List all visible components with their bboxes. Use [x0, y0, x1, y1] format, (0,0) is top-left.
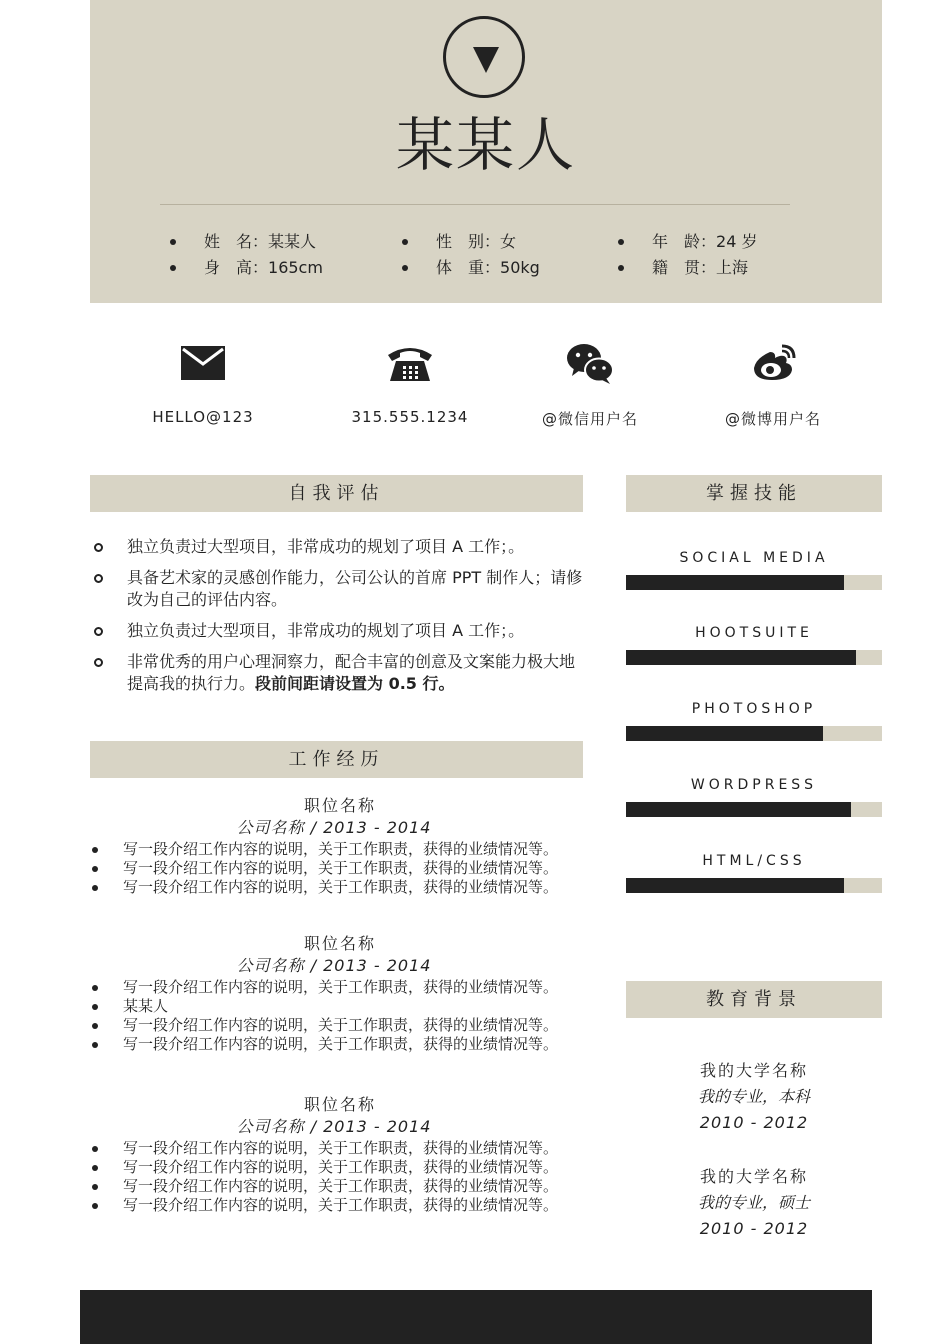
education-entry: [626, 1164, 882, 1242]
skill-hootsuite: [626, 624, 882, 665]
list-item: 写一段介绍工作内容的说明，关于工作职责，获得的业绩情况等。: [90, 840, 590, 859]
ring-bullet-icon: [94, 658, 103, 667]
contact-wechat-label: @微信用户名: [541, 410, 638, 428]
list-item: 独立负责过大型项目，非常成功的规划了项目 A 工作；。: [90, 536, 590, 558]
info-gender: 性 别： 女: [402, 231, 618, 253]
job-bullets: [90, 1139, 590, 1215]
info-height: 身 高： 165cm: [170, 257, 402, 279]
ring-bullet-icon: [94, 627, 103, 636]
skill-bar-fill: [626, 575, 844, 590]
list-item: 具备艺术家的灵感创作能力，公司公认的首席 PPT 制作人；请修改为自己的评估内容。: [90, 567, 590, 611]
bullet-dot-icon: [402, 239, 408, 245]
skill-name: SOCIAL MEDIA: [679, 550, 829, 566]
contact-email-label: HELLO@123: [152, 408, 254, 426]
ring-bullet-icon: [94, 543, 103, 552]
section-work-heading: 工作经历: [90, 741, 583, 778]
footer-bar: [80, 1290, 872, 1344]
weibo-icon: [668, 338, 878, 388]
list-item: 写一段介绍工作内容的说明，关于工作职责，获得的业绩情况等。: [90, 1139, 590, 1158]
list-item: 写一段介绍工作内容的说明，关于工作职责，获得的业绩情况等。: [90, 1196, 590, 1215]
list-item: 写一段介绍工作内容的说明，关于工作职责，获得的业绩情况等。: [90, 878, 590, 897]
skill-bar-track: [626, 650, 882, 665]
contact-weibo[interactable]: [668, 338, 878, 429]
job-title: 职位名称: [303, 934, 376, 953]
contact-weibo-label: @微博用户名: [724, 410, 821, 428]
section-self-eval-heading: 自我评估: [90, 475, 583, 512]
telephone-icon: [305, 338, 515, 388]
bullet-dot-icon: [170, 239, 176, 245]
skill-bar-fill: [626, 650, 856, 665]
skill-name: HTML/CSS: [702, 853, 806, 869]
contact-phone[interactable]: [305, 338, 515, 426]
study-years: 2010 - 2012: [699, 1113, 809, 1132]
triangle-down-icon: [473, 47, 499, 73]
info-name: 姓 名： 某某人: [170, 231, 402, 253]
bullet-dot-icon: [618, 239, 624, 245]
school-name: 我的大学名称: [699, 1167, 808, 1186]
degree-major: 我的专业，硕士: [697, 1193, 810, 1212]
job-entry: [90, 795, 590, 897]
list-item: 写一段介绍工作内容的说明，关于工作职责，获得的业绩情况等。: [90, 978, 590, 997]
list-item: 写一段介绍工作内容的说明，关于工作职责，获得的业绩情况等。: [90, 1016, 590, 1035]
envelope-icon: [98, 338, 308, 388]
wechat-icon: [485, 338, 695, 388]
section-education-heading: 教育背景: [626, 981, 882, 1018]
school-name: 我的大学名称: [699, 1061, 808, 1080]
self-eval-list: [90, 536, 590, 704]
job-entry: [90, 1094, 590, 1215]
ring-bullet-icon: [94, 574, 103, 583]
skill-html-css: [626, 852, 882, 893]
job-company: 公司名称 / 2013 - 2014: [236, 956, 432, 975]
job-entry: [90, 933, 590, 1054]
info-hometown: 籍 贯： 上海: [618, 257, 810, 279]
skill-name: HOOTSUITE: [695, 625, 813, 641]
contact-email[interactable]: [98, 338, 308, 426]
study-years: 2010 - 2012: [699, 1219, 809, 1238]
skill-bar-track: [626, 575, 882, 590]
degree-major: 我的专业，本科: [697, 1087, 810, 1106]
contact-phone-label: 315.555.1234: [351, 408, 469, 426]
skill-name: PHOTOSHOP: [691, 701, 817, 717]
skill-photoshop: [626, 700, 882, 741]
job-bullets: [90, 840, 590, 897]
list-item: 某某人: [90, 997, 590, 1016]
skill-bar-track: [626, 726, 882, 741]
info-weight: 体 重： 50kg: [402, 257, 618, 279]
bullet-dot-icon: [170, 265, 176, 271]
logo-badge: [443, 16, 525, 98]
list-item: 独立负责过大型项目，非常成功的规划了项目 A 工作；。: [90, 620, 590, 642]
job-company: 公司名称 / 2013 - 2014: [236, 1117, 432, 1136]
section-skills-heading: 掌握技能: [626, 475, 882, 512]
list-item: 写一段介绍工作内容的说明，关于工作职责，获得的业绩情况等。: [90, 859, 590, 878]
education-entry: [626, 1058, 882, 1136]
list-item: 写一段介绍工作内容的说明，关于工作职责，获得的业绩情况等。: [90, 1035, 590, 1054]
skill-wordpress: [626, 776, 882, 817]
bullet-dot-icon: [402, 265, 408, 271]
skill-bar-track: [626, 802, 882, 817]
contact-wechat[interactable]: [485, 338, 695, 429]
job-bullets: [90, 978, 590, 1054]
info-age: 年 龄： 24 岁: [618, 231, 810, 253]
skill-name: WORDPRESS: [690, 777, 818, 793]
job-title: 职位名称: [303, 1095, 376, 1114]
header-divider: [160, 204, 790, 205]
header-banner: [90, 0, 882, 303]
skill-bar-fill: [626, 726, 823, 741]
list-item: 写一段介绍工作内容的说明，关于工作职责，获得的业绩情况等。: [90, 1158, 590, 1177]
skill-bar-fill: [626, 802, 851, 817]
skill-social-media: [626, 549, 882, 590]
list-item: 写一段介绍工作内容的说明，关于工作职责，获得的业绩情况等。: [90, 1177, 590, 1196]
job-title: 职位名称: [303, 796, 376, 815]
skill-bar-fill: [626, 878, 844, 893]
job-company: 公司名称 / 2013 - 2014: [236, 818, 432, 837]
skill-bar-track: [626, 878, 882, 893]
list-item: 非常优秀的用户心理洞察力，配合丰富的创意及文案能力极大地提高我的执行力。段前间距请设置为 0.5 行。: [90, 651, 590, 695]
personal-info: [170, 231, 810, 279]
bullet-dot-icon: [618, 265, 624, 271]
candidate-name: 某某人: [395, 111, 576, 179]
